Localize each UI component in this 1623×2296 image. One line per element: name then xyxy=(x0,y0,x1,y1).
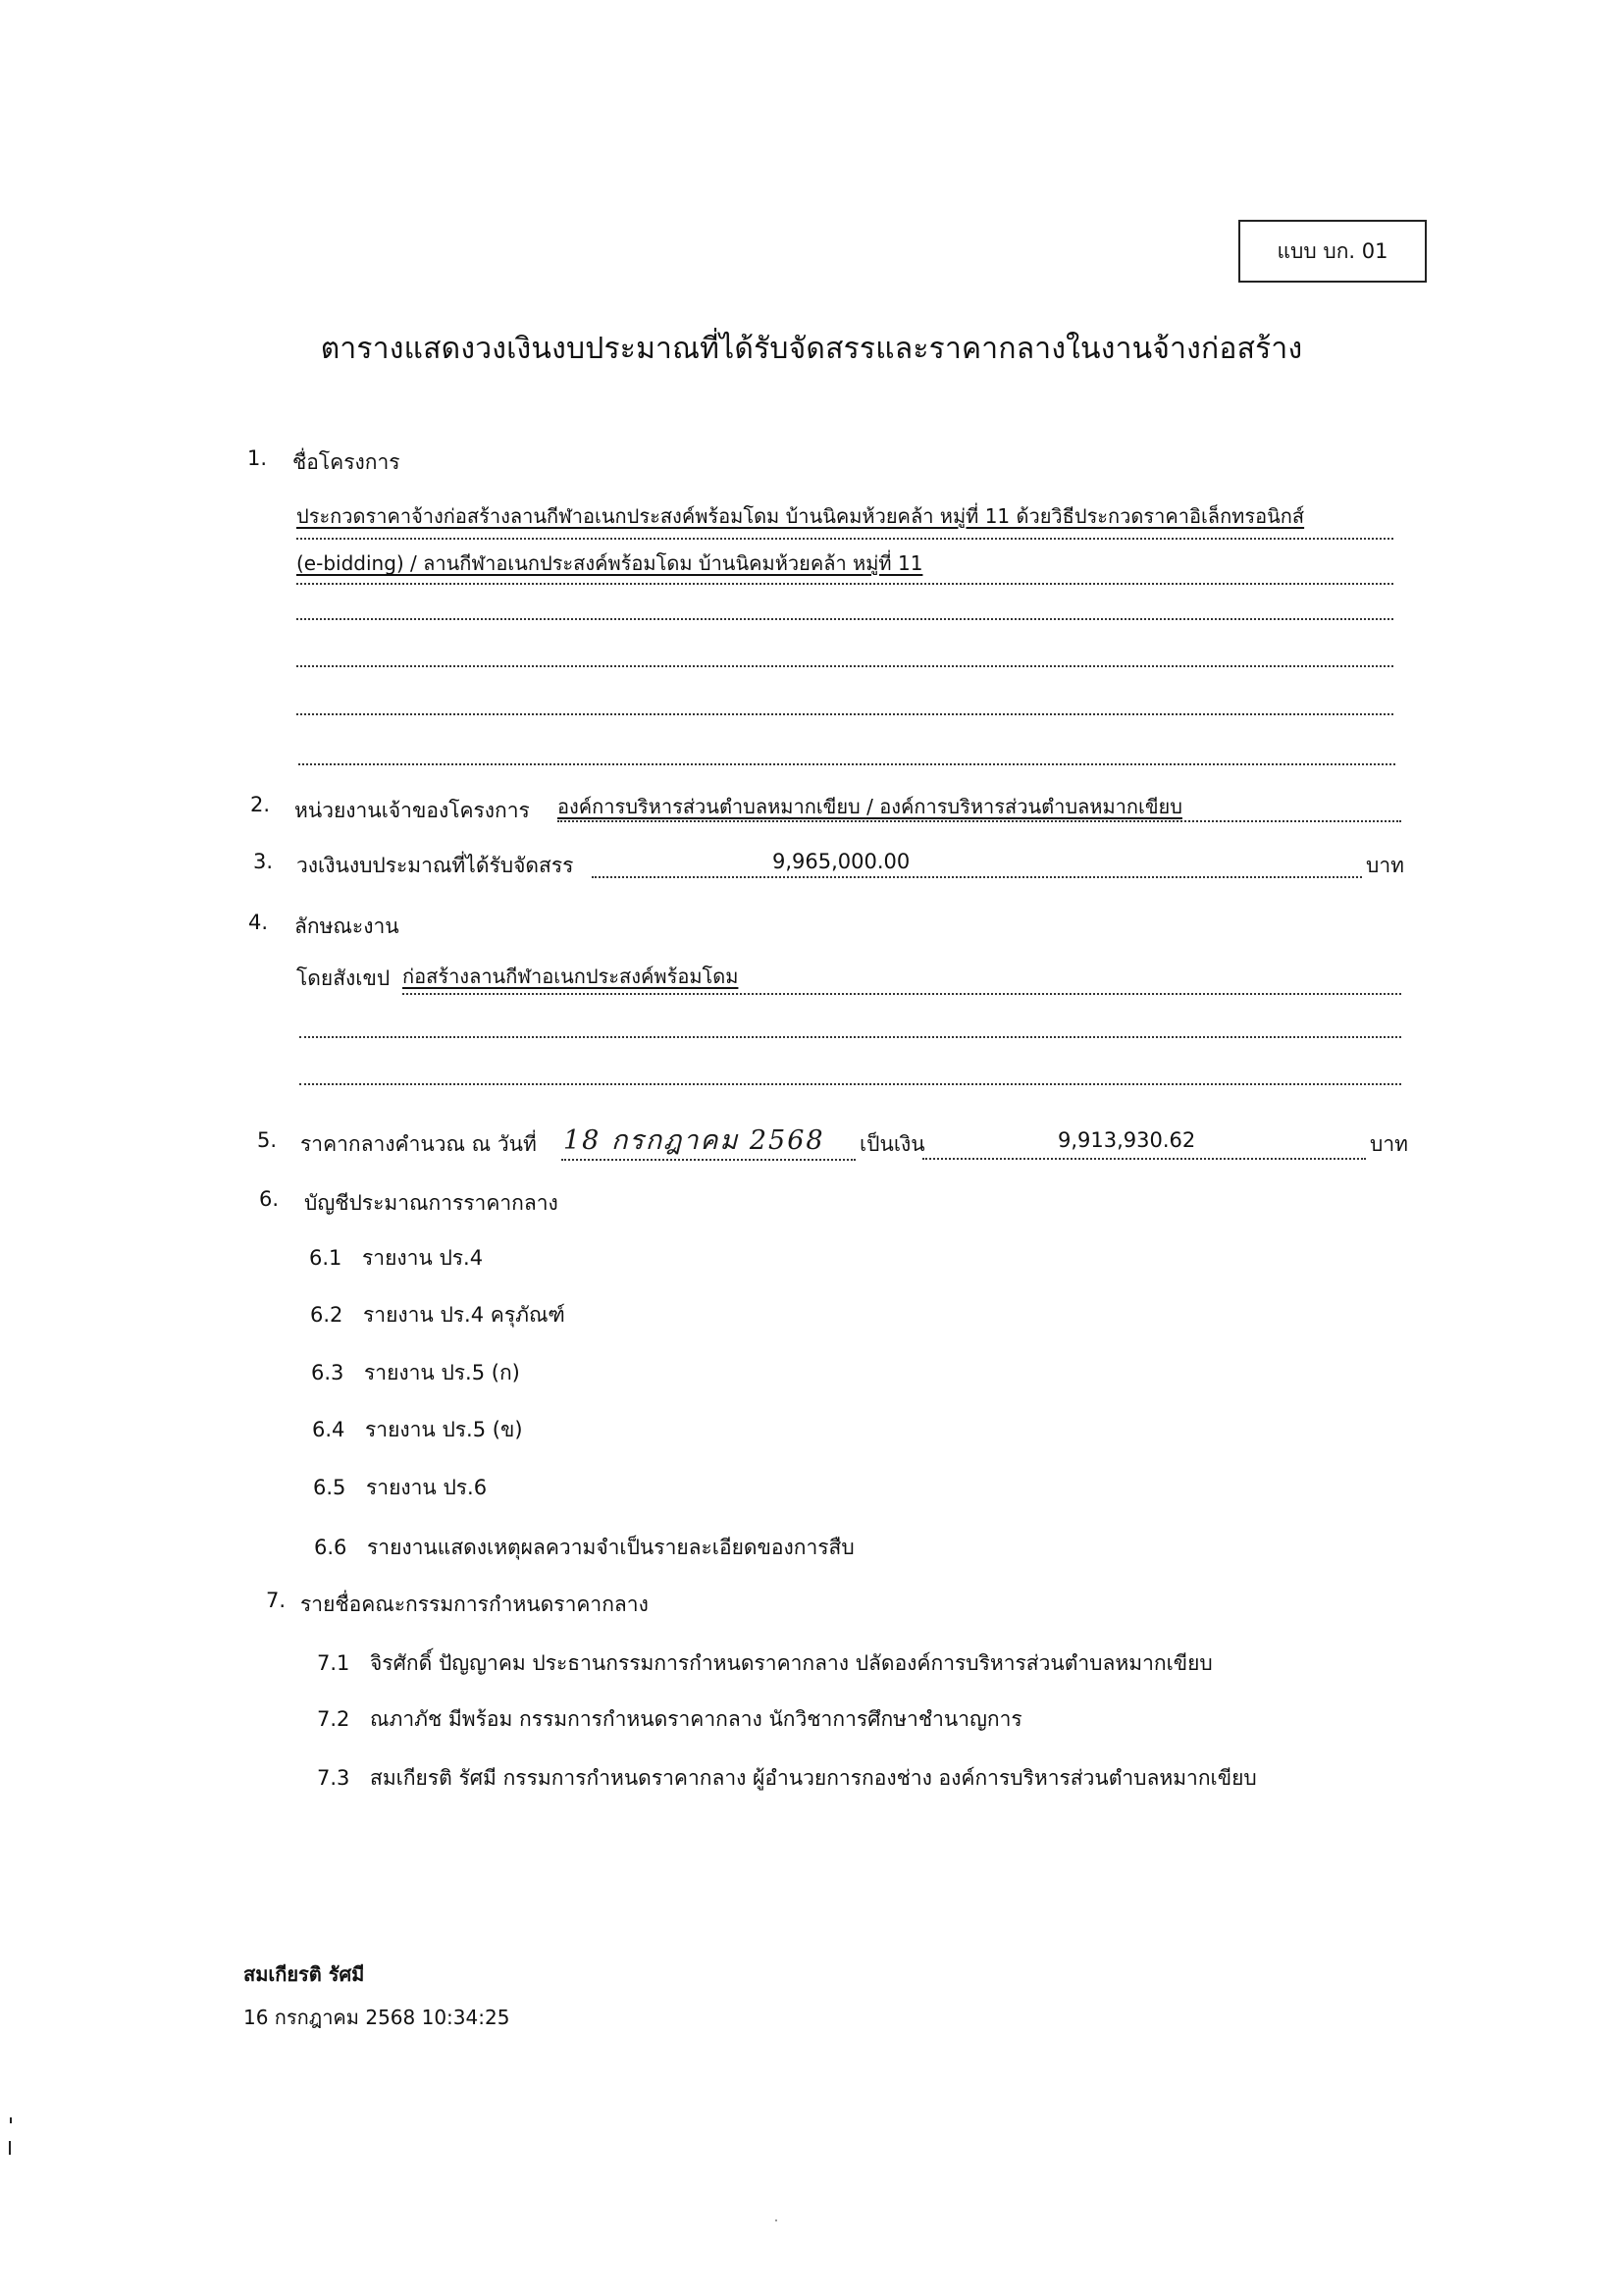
dotted-line xyxy=(402,993,1401,995)
median-price-value: 9,913,930.62 xyxy=(1058,1128,1196,1152)
scan-speck xyxy=(775,2219,777,2221)
budget-value: 9,965,000.00 xyxy=(772,850,911,873)
committee-member: 7.1 จิรศักดิ์ ปัญญาคม ประธานกรรมการกำหนดราคากลาง ปลัดองค์การบริหารส่วนตำบลหมากเขียบ xyxy=(317,1651,1213,1675)
handwritten-date: 18 กรกฎาคม 2568 xyxy=(563,1125,825,1156)
section-1-number: 1. xyxy=(247,446,268,470)
section-7-number: 7. xyxy=(266,1589,287,1612)
summary-label: โดยสังเขป xyxy=(296,966,391,990)
signature-timestamp: 16 กรกฎาคม 2568 10:34:25 xyxy=(243,2006,510,2029)
dotted-line xyxy=(922,1158,1366,1160)
estimate-item: 6.4 รายงาน ปร.5 (ข) xyxy=(312,1418,523,1441)
section-2-label: หน่วยงานเจ้าของโครงการ xyxy=(294,799,530,822)
scan-speck xyxy=(9,2141,11,2155)
dotted-line xyxy=(296,583,1393,585)
committee-member: 7.2 ณภาภัช มีพร้อม กรรมการกำหนดราคากลาง นักวิชาการศึกษาชำนาญการ xyxy=(317,1707,1022,1731)
median-price-unit: บาท xyxy=(1370,1132,1408,1156)
section-1-label: ชื่อโครงการ xyxy=(292,450,400,474)
dotted-line xyxy=(557,820,1401,822)
section-5-label: ราคากลางคำนวณ ณ วันที่ xyxy=(300,1132,537,1156)
estimate-item: 6.6 รายงานแสดงเหตุผลความจำเป็นรายละเอียดของการสืบ xyxy=(314,1536,855,1559)
estimate-item: 6.2 รายงาน ปร.4 ครุภัณฑ์ xyxy=(310,1303,565,1327)
section-3-number: 3. xyxy=(253,850,274,873)
budget-unit: บาท xyxy=(1366,854,1404,877)
amount-label: เป็นเงิน xyxy=(860,1132,925,1156)
dotted-line xyxy=(561,1159,856,1161)
signer-name: สมเกียรติ รัศมี xyxy=(243,1962,365,1986)
form-code-box xyxy=(1238,220,1427,283)
section-7-label: รายชื่อคณะกรรมการกำหนดราคากลาง xyxy=(300,1592,649,1616)
blank-dotted-line xyxy=(298,763,1395,765)
scan-speck xyxy=(10,2117,12,2123)
section-6-number: 6. xyxy=(259,1187,280,1211)
committee-member: 7.3 สมเกียรติ รัศมี กรรมการกำหนดราคากลาง ผู้อำนวยการกองช่าง องค์การบริหารส่วนตำบลหมากเขียบ xyxy=(317,1766,1257,1790)
blank-dotted-line xyxy=(296,618,1393,620)
project-name-line-1: ประกวดราคาจ้างก่อสร้างลานกีฬาอเนกประสงค์พร้อมโดม บ้านนิคมห้วยคล้า หมู่ที่ 11 ด้วยวิธีประกวดราคาอิเล็กทรอนิกส์ xyxy=(296,504,1305,528)
blank-dotted-line xyxy=(296,713,1393,715)
section-2-number: 2. xyxy=(250,793,271,816)
project-name-line-2: (e-bidding) / ลานกีฬาอเนกประสงค์พร้อมโดม บ้านนิคมห้วยคล้า หมู่ที่ 11 xyxy=(296,551,923,575)
form-code: แบบ บก. 01 xyxy=(1277,238,1388,263)
section-4-label: ลักษณะงาน xyxy=(294,914,399,938)
project-owner-value: องค์การบริหารส่วนตำบลหมากเขียบ / องค์การบริหารส่วนตำบลหมากเขียบ xyxy=(557,795,1182,818)
blank-dotted-line xyxy=(299,1083,1401,1085)
dotted-line xyxy=(296,538,1393,540)
section-3-label: วงเงินงบประมาณที่ได้รับจัดสรร xyxy=(296,854,574,877)
dotted-line xyxy=(592,876,1362,878)
estimate-item: 6.3 รายงาน ปร.5 (ก) xyxy=(311,1361,520,1384)
section-5-number: 5. xyxy=(257,1128,278,1152)
section-4-number: 4. xyxy=(248,911,269,934)
section-6-label: บัญชีประมาณการราคากลาง xyxy=(304,1191,558,1215)
summary-value: ก่อสร้างลานกีฬาอเนกประสงค์พร้อมโดม xyxy=(402,965,739,988)
blank-dotted-line xyxy=(296,665,1393,667)
estimate-item: 6.5 รายงาน ปร.6 xyxy=(313,1476,488,1499)
estimate-item: 6.1 รายงาน ปร.4 xyxy=(309,1246,484,1270)
blank-dotted-line xyxy=(299,1036,1401,1038)
document-title: ตารางแสดงวงเงินงบประมาณที่ได้รับจัดสรรและราคากลางในงานจ้างก่อสร้าง xyxy=(320,332,1303,366)
